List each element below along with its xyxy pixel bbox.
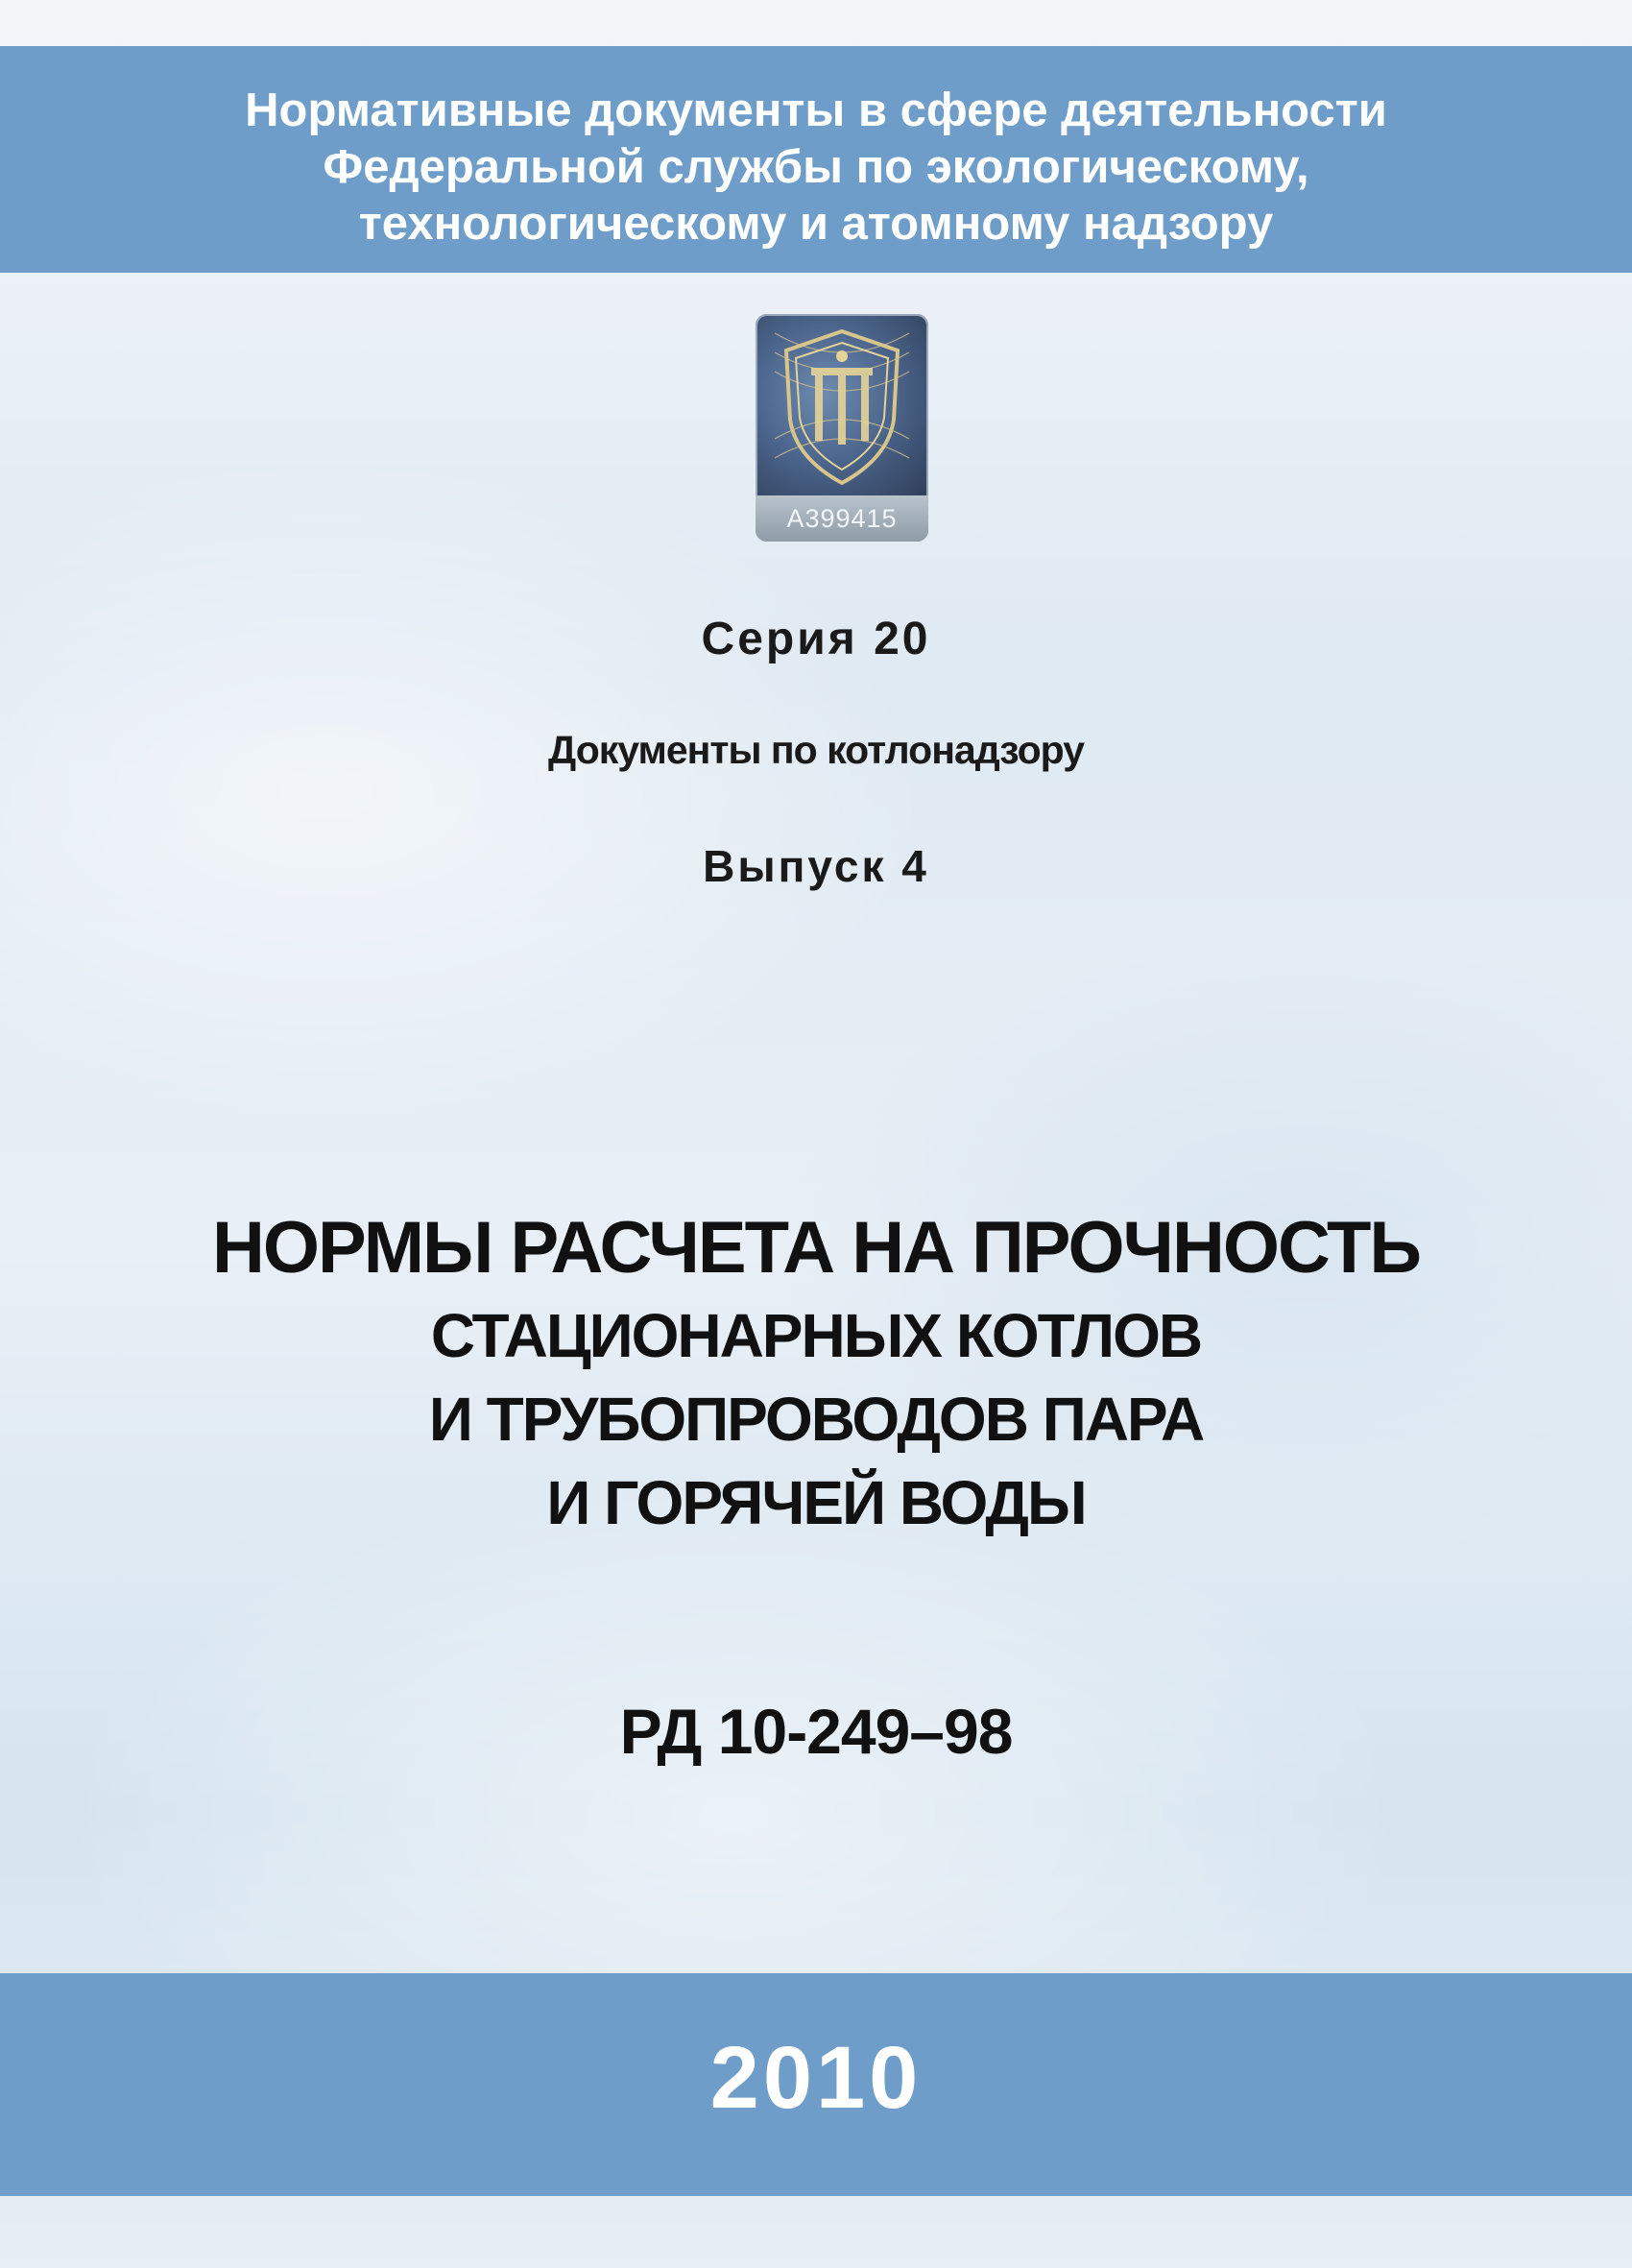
header-line: Нормативные документы в сфере деятельности <box>245 84 1387 136</box>
title-line: СТАЦИОНАРНЫХ КОТЛОВ <box>430 1301 1202 1370</box>
series-title: Серия 20 <box>701 614 931 664</box>
emblem-shield-icon <box>756 314 928 496</box>
title-line: И ТРУБОПРОВОДОВ ПАРА <box>428 1385 1204 1454</box>
document-title <box>0 1202 1632 1545</box>
document-code: РД 10-249–98 <box>619 1696 1013 1767</box>
issue-number: Выпуск 4 <box>703 841 929 891</box>
hologram-sticker <box>756 314 928 542</box>
publication-year: 2010 <box>709 2029 923 2127</box>
publisher-header <box>0 83 1632 253</box>
hologram-serial-number: А399415 <box>756 495 928 542</box>
title-line: НОРМЫ РАСЧЕТА НА ПРОЧНОСТЬ <box>212 1207 1420 1289</box>
title-line: И ГОРЯЧЕЙ ВОДЫ <box>546 1468 1086 1537</box>
series-name: Документы по котлонадзору <box>547 728 1084 772</box>
header-line: Федеральной службы по экологическому, <box>323 141 1309 193</box>
header-line: технологическому и атомному надзору <box>358 198 1274 250</box>
